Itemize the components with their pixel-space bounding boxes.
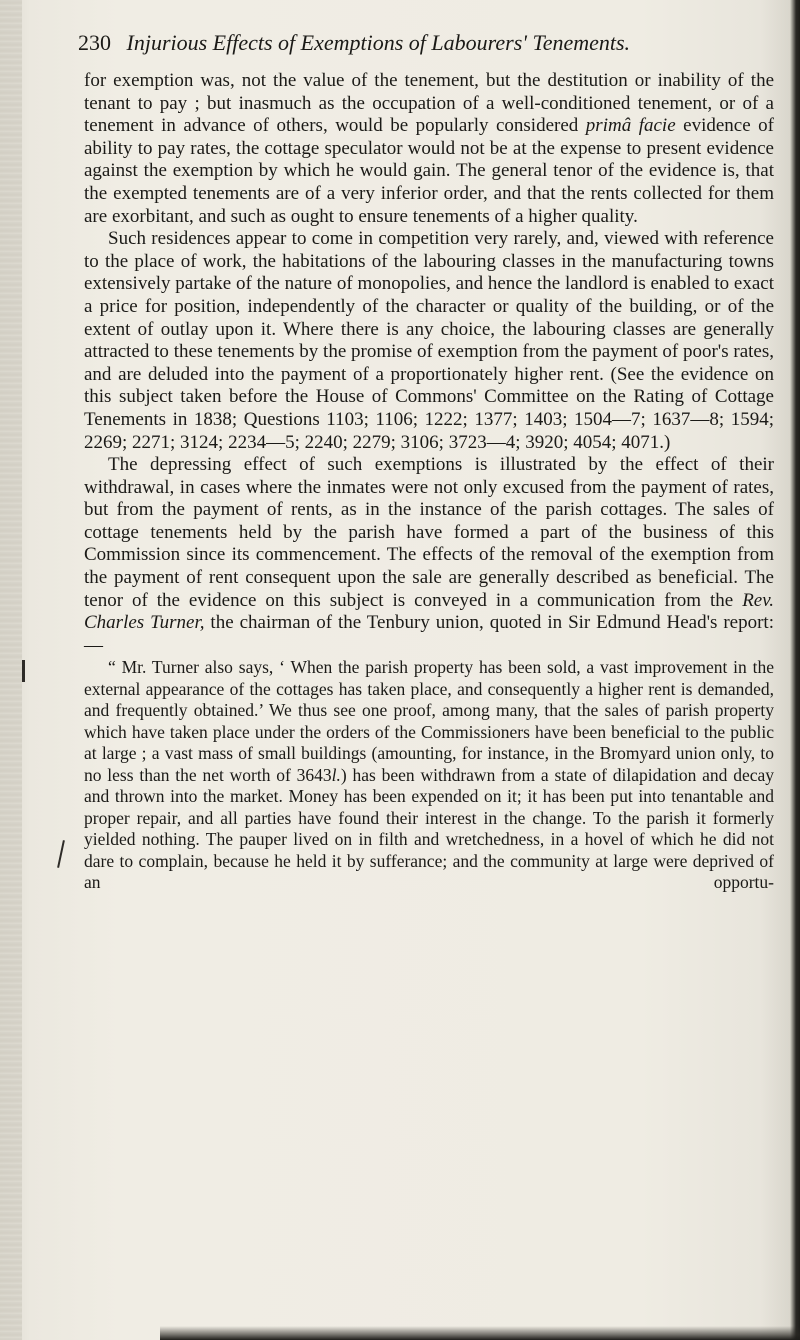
margin-mark (22, 660, 25, 682)
text-segment-italic: l. (331, 764, 341, 785)
text-segment: “ Mr. Turner also says, ‘ When the parish property has been sold, a vast improvement in the external appearance of the cottages has taken place, and consequently a higher rent is demanded, and frequently obtained.’ We thus see one proof, among many, that the sales of parish property which have taken place under the orders of the Commissioners have been beneficial to the public at large ; a vast mass of small buildings (amounting, for instance, in the Bromyard union only, to no less than the net worth of 3643 (84, 657, 774, 785)
body-text (84, 70, 774, 915)
running-header (78, 26, 778, 60)
text-segment-italic: primâ facie (585, 115, 676, 137)
page-bottom-shadow (160, 1326, 800, 1340)
text-segment: ) has been withdrawn from a state of dilapidation and decay and thrown into the market. Money has been expended on it; it has been put into tenantable and proper repair, and all parties have found their interest in the change. To the parish it formerly yielded nothing. The pauper lived on in filth and wretchedness, in a hovel of which he did not dare to complain, because he held it by sufferance; and the community at large were deprived of an opportu- (84, 764, 774, 893)
text-segment: the chairman of the Tenbury union, quoted in Sir Edmund Head's report:— (84, 612, 774, 656)
text-segment-italic: Rev. Charles Turner, (84, 589, 774, 634)
margin-mark (57, 840, 65, 868)
paragraph-continuation (84, 70, 774, 228)
page-gutter (0, 0, 22, 1340)
text-segment: The depressing effect of such exemptions is illustrated by the effect of their withdrawal, in cases where the inmates were not only excused from the payment of rates, but from the payment of rents, as in the instance of the parish cottages. The sales of cottage tenements held by the parish have formed a part of the business of this Commission since its commencement. The effects of the removal of the exemption from the payment of rent consequent upon the sale are generally described as beneficial. The tenor of the evidence on this subject is conveyed in a communication from the (84, 454, 774, 611)
paragraph (84, 454, 774, 657)
paragraph (84, 228, 774, 454)
text-segment: Such residences appear to come in competition very rarely, and, viewed with reference to the place of work, the habitations of the labouring classes in the manufacturing towns extensively partake of the nature of monopolies, and hence the landlord is enabled to exact a price for position, independently of the character or quality of the building, or of the extent of outlay upon it. Where there is any choice, the labouring classes are generally attracted to these tenements by the promise of exemption from the payment of poor's rates, and are deluded into the payment of a proportionately higher rent. (See the evidence on this subject taken before the House of Commons' Committee on the Rating of Cottage Tenements in 1838; Questions 1103; 1106; 1222; 1377; 1403; 1504—7; 1637—8; 1594; 2269; 2271; 3124; 2234—5; 2240; 2279; 3106; 3723—4; 3920; 4054; 4071.) (84, 228, 774, 453)
running-title: Injurious Effects of Exemptions of Labourers' Tenements. (126, 30, 631, 55)
text-segment: for exemption was, not the value of the tenement, but the destitution or inability of the tenant to pay ; but inasmuch as the occupation of a well-conditioned tenement, or of a tenement in advance of others, would be popularly considered (84, 70, 774, 137)
page-number: 230 (78, 30, 111, 55)
text-segment: evidence of ability to pay rates, the cottage speculator would not be at the expense to present evidence against the exemption by which he would gain. The general tenor of the evidence is, that the exempted tenements are of a very inferior order, and that the rents collected for them are exorbitant, and such as ought to ensure tenements of a higher quality. (84, 115, 774, 227)
block-quote (84, 657, 774, 915)
